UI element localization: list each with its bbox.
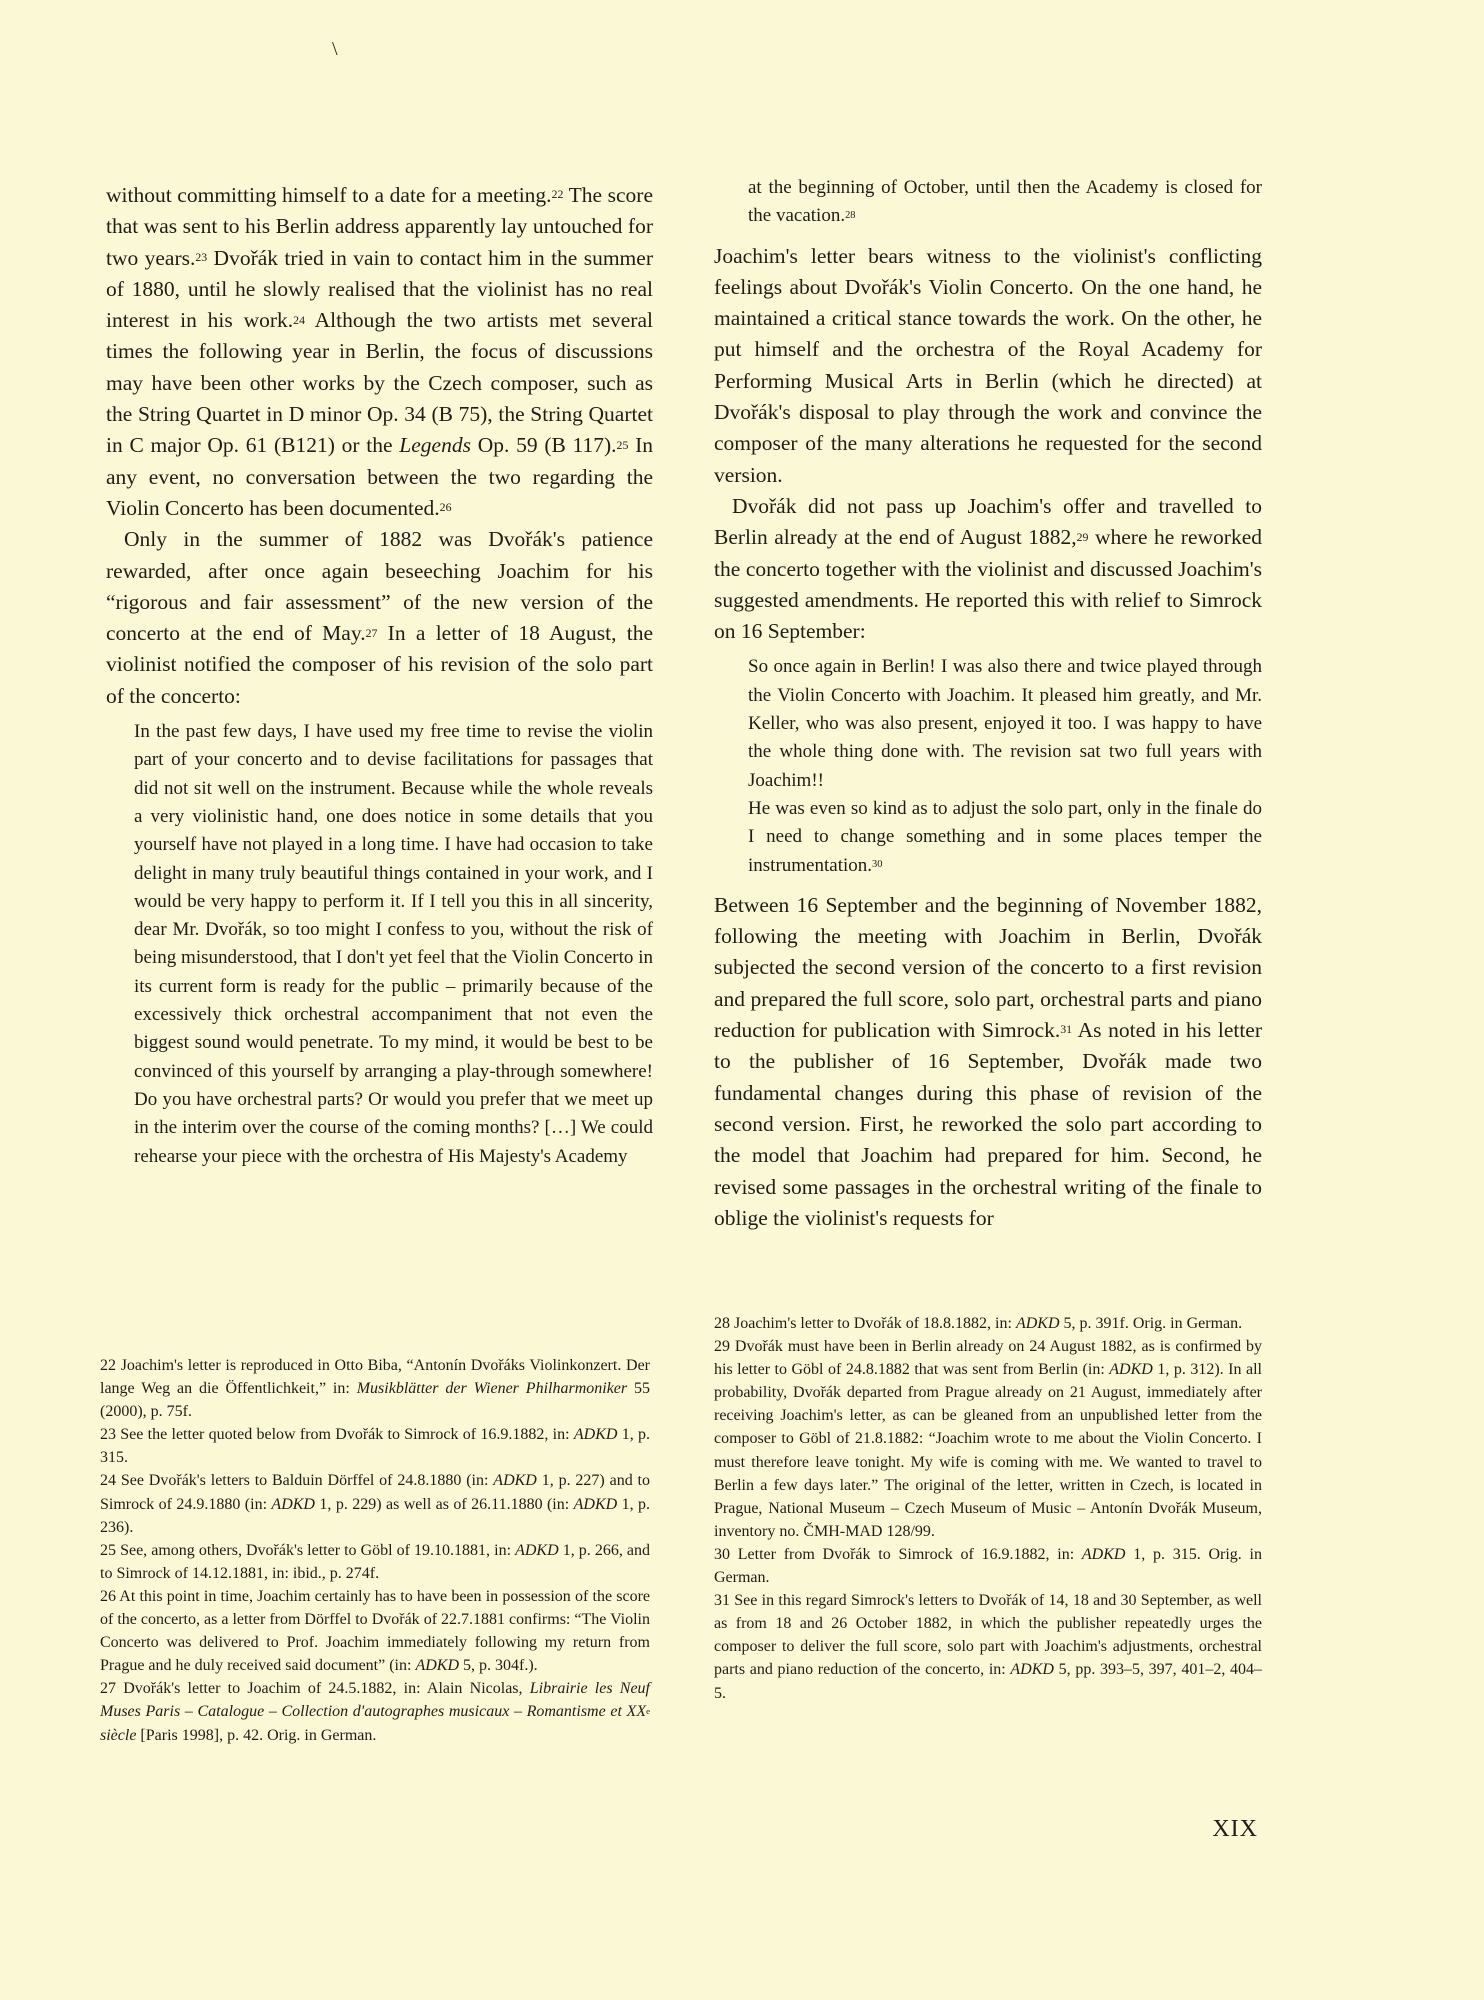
footnote-ref: 29 bbox=[1076, 529, 1089, 544]
footnote: 22 Joachim's letter is reproduced in Otto Biba, “Antonín Dvořáks Violinkonzert. Der lange Weg an die Öffentlichkeit,” in: Musikblätter der Wiener Philharmoniker 55 (2000), p. 75f. bbox=[100, 1357, 651, 1421]
body-paragraph: Joachim's letter bears witness to the violinist's conflicting feelings about Dvořák's Violin Concerto. On the one hand, he maintained a critical stance towards the work. On the other, he put himself and the orchestra of the Royal Academy for Performing Musical Arts in Berlin (which he directed) at Dvořák's disposal to play through the work and convince the composer of the many alterations he requested for the second version. bbox=[714, 243, 1262, 487]
footnote: 31 See in this regard Simrock's letters to Dvořák of 14, 18 and 30 September, as well as from 18 and 26 October 1882, in which the publisher repeatedly urges the composer to deliver the full score, solo part with Joachim's adjustments, orchestral parts and piano reduction of the concerto, in: ADKD 5, pp. 393–5, 397, 401–2, 404–5. bbox=[714, 1592, 1263, 1702]
body-paragraph: Only in the summer of 1882 was Dvořák's patience rewarded, after once again beseeching Joachim for his “rigorous and fair assessment” of the new version of the concerto at the end of May.$^{27}$ In a letter of 18 August, the violinist notified the composer of his revision of the solo part of the concerto: bbox=[106, 527, 653, 708]
body-paragraph: without committing himself to a date for a meeting.$^{22}$ The score that was sent to his Berlin address apparently lay untouched for two years.$^{23}$ Dvořák tried in vain to contact him in the summer of 1880, until he slowly realised that the violinist has no real interest in his work.$^{24}$ Although the two artists met several times the following year in Berlin, the focus of discussions may have been other works by the Czech composer, such as the String Quartet in D minor Op. 34 (B 75), the String Quartet in C major Op. 61 (B121) or the Legends Op. 59 (B 117).$^{25}$ In any event, no conversation between the two regarding the Violin Concerto has been documented.$^{26}$ bbox=[106, 183, 654, 520]
quote-text: So once again in Berlin! I was also there and twice played through the Violin Concerto with Joachim. It pleased him greatly, and Mr. Keller, who was also present, enjoyed it too. I was happy to have the whole thing done with. The revision sat two full years with Joachim!! bbox=[748, 656, 1262, 791]
footnote-ref: 25 bbox=[616, 437, 629, 452]
footnote: 23 See the letter quoted below from Dvořák to Simrock of 16.9.1882, in: ADKD 1, p. 315. bbox=[100, 1426, 650, 1467]
footnotes-left bbox=[100, 1354, 650, 1747]
footnote-ref: 22 bbox=[551, 187, 564, 202]
left-column bbox=[106, 180, 653, 1177]
footnote-ref: 27 bbox=[365, 625, 378, 640]
footnote: 29 Dvořák must have been in Berlin already on 24 August 1882, as is confirmed by his letter to Göbl of 24.8.1882 that was sent from Berlin (in: ADKD 1, p. 312). In all probability, Dvořák departed from Prague already on 21 August, immediately after receiving Joachim's letter, as can be gleaned from an unpublished letter from the composer to Göbl of 21.8.1882: “Joachim wrote to me about the Violin Concerto. I must therefore leave tonight. My wife is coming with me. We wanted to travel to Berlin a few days later.” The original of the letter, written in Czech, is located in Prague, National Museum – Czech Museum of Music – Antonín Dvořák Museum, inventory no. ČMH-MAD 128/99. bbox=[714, 1338, 1262, 1540]
block-quote-continued: at the beginning of October, until then the Academy is closed for the vacation.$^{28}$ bbox=[748, 177, 1262, 227]
footnote: 30 Letter from Dvořák to Simrock of 16.9.1882, in: ADKD 1, p. 315. Orig. in German. bbox=[714, 1545, 1262, 1587]
footnote: 25 See, among others, Dvořák's letter to Göbl of 19.10.1881, in: ADKD 1, p. 266, and to Simrock of 14.12.1881, in: ibid., p. 274f. bbox=[100, 1541, 650, 1582]
right-column bbox=[714, 177, 1263, 1234]
footnote: 24 See Dvořák's letters to Balduin Dörffel of 24.8.1880 (in: ADKD 1, p. 227) and to Simrock of 24.9.1880 (in: ADKD 1, p. 229) as well as of 26.11.1880 (in: ADKD 1, p. 236). bbox=[100, 1472, 651, 1536]
quote-text: In the past few days, I have used my free time to revise the violin part of your concerto and to devise facilitations for passages that did not sit well on the instrument. Because while the whole reveals a very violinistic hand, one does notice in some details that you yourself have not played in a long time. I have had occasion to take delight in many truly beautiful things contained in your work, and I would be very happy to perform it. If I tell you this in all sincerity, dear Mr. Dvořák, so too might I confess to you, without the risk of being misunderstood, that I don't yet feel that the Violin Concerto in its current form is ready for the public – primarily because of the excessively thick orchestral accompaniment that not even the biggest sound would penetrate. To my mind, it would be best to be convinced of this yourself by arranging a play-through somewhere! Do you have orchestral parts? Or would you prefer that we meet up in the interim over the course of the coming months? […] We could rehearse your piece with the orchestra of His Majesty's Academy bbox=[134, 721, 653, 1167]
page-mark: \ bbox=[332, 38, 338, 60]
footnote: 28 Joachim's letter to Dvořák of 18.8.1882, in: ADKD 5, p. 391f. Orig. in German. bbox=[714, 1315, 1243, 1332]
body-paragraph: Between 16 September and the beginning of November 1882, following the meeting with Joachim in Berlin, Dvořák subjected the second version of the concerto to a first revision and prepared the full score, solo part, orchestral parts and piano reduction for publication with Simrock.$^{31}$ As noted in his letter to the publisher of 16 September, Dvořák made two fundamental changes during this phase of revision of the second version. First, he reworked the solo part according to the model that Joachim had prepared for him. Second, he revised some passages in the orchestral writing of the finale to oblige the violinist's requests for bbox=[714, 892, 1263, 1230]
block-quote: So once again in Berlin! I was also there and twice played through the Violin Concerto with Joachim. It pleased him greatly, and Mr. Keller, who was also present, enjoyed it too. I was happy to have the whole thing done with. The revision sat two full years with Joachim!! He was even so kind as to adjust the solo part, only in the finale do I need to change something and in some places temper the instrumentation.$^{30}$ bbox=[748, 653, 1262, 879]
footnote-ref: 31 bbox=[1060, 1022, 1073, 1037]
page-number: XIX bbox=[1212, 1816, 1258, 1842]
footnote-ref: 26 bbox=[439, 500, 452, 515]
footnote-ref: 28 bbox=[845, 210, 856, 222]
footnote-ref: 30 bbox=[872, 859, 883, 871]
block-quote bbox=[134, 718, 653, 1171]
footnote-ref: 23 bbox=[195, 250, 208, 265]
body-paragraph: Dvořák did not pass up Joachim's offer and travelled to Berlin already at the end of August 1882,29 where he reworked the concerto together with the violinist and discussed Joachim's suggested amendments. He reported this with relief to Simrock on 16 September: bbox=[714, 493, 1262, 644]
footnote: 27 Dvořák's letter to Joachim of 24.5.1882, in: Alain Nicolas, Librairie les Neuf Muses Paris – Catalogue – Collection d'autographes musicaux – Romantisme et XXe siècle [Paris 1998], p. 42. Orig. in German. bbox=[100, 1680, 651, 1744]
footnote: 26 At this point in time, Joachim certainly has to have been in possession of the score of the concerto, as a letter from Dörffel to Dvořák of 22.7.1881 confirms: “The Violin Concerto was delivered to Prof. Joachim immediately following my return from Prague and he duly received said document” (in: ADKD 5, p. 304f.). bbox=[100, 1587, 650, 1675]
footnote-ref: 24 bbox=[293, 312, 305, 327]
footnotes-right bbox=[714, 1312, 1262, 1705]
